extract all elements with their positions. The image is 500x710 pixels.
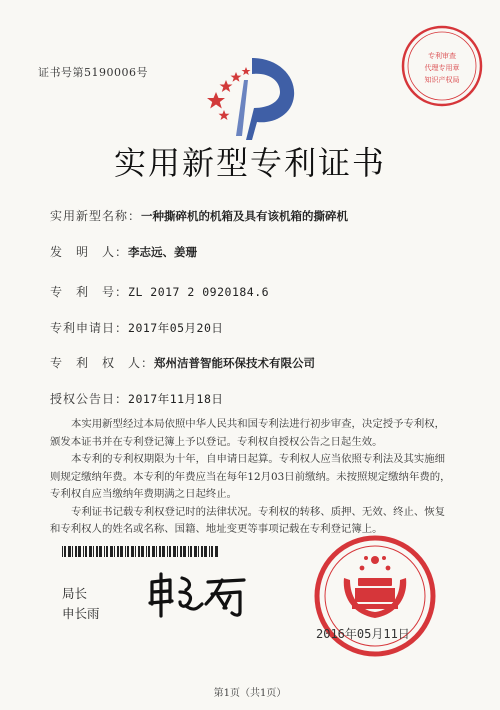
field-utility-name (50, 207, 348, 224)
page-number: 第1页（共1页） (213, 688, 287, 699)
barcode-bar (194, 546, 197, 557)
barcode-bar (159, 546, 161, 557)
barcode-bar (135, 546, 136, 557)
certificate-number: 证书号第5190006号 (38, 66, 148, 79)
barcode-bar (183, 546, 186, 557)
barcode-bar (117, 546, 119, 557)
certificate-title: 实用新型专利证书 (113, 144, 386, 182)
examiner-seal (400, 24, 484, 108)
barcode-bar (64, 546, 66, 557)
barcode-bar (162, 546, 165, 557)
field-value: ZL 2017 2 0920184.6 (128, 285, 270, 299)
barcode-bar (167, 546, 168, 557)
field-value: 郑州洁普智能环保技术有限公司 (154, 356, 316, 370)
body-paragraph-2: 本专利的专利权期限为十年，自申请日起算。专利权人应当依照专利法及其实施细则规定缴纳年费。本专利的年费应当在每年12月03日前缴纳。未按照规定缴纳年费的，专利权自应当缴纳年费期满之日起终止。 (50, 453, 451, 500)
field-label: 专 利 权 人： (50, 356, 155, 370)
barcode-bar (146, 546, 147, 557)
barcode-bar (131, 546, 134, 557)
barcode-bar (114, 546, 115, 557)
barcode-bar (190, 546, 192, 557)
barcode-bar (201, 546, 203, 557)
certificate-body (50, 416, 455, 539)
body-paragraph-3: 专利证书记载专利权登记时的法律状况。专利权的转移、质押、无效、终止、恢复和专利权人的姓名或名称、国籍、地址变更等事项记载在专利登记簿上。 (50, 505, 446, 535)
field-label: 授权公告日： (50, 392, 129, 406)
barcode-bar (215, 546, 218, 557)
barcode-bar (93, 546, 94, 557)
field-label: 发 明 人： (50, 245, 129, 259)
field-label: 专利申请日： (50, 321, 129, 335)
barcode-bar (106, 546, 108, 557)
field-inventor (50, 243, 197, 260)
field-value: 2017年11月18日 (128, 392, 224, 406)
field-value: 2017年05月20日 (128, 321, 224, 335)
body-paragraph-1: 本实用新型经过本局依照中华人民共和国专利法进行初步审查，决定授予专利权，颁发本证书并在专利登记簿上予以登记。专利权自授权公告之日起生效。 (50, 418, 446, 448)
barcode-bar (62, 546, 63, 557)
barcode-bar (204, 546, 207, 557)
director-signature (146, 568, 248, 620)
seal-text-line-1: 专利审查 (428, 52, 456, 60)
barcode (62, 546, 218, 557)
barcode-bar (127, 546, 129, 557)
field-patent-number (50, 283, 269, 300)
barcode-bar (83, 546, 84, 557)
barcode-bar (141, 546, 144, 557)
barcode-bar (72, 546, 73, 557)
barcode-bar (156, 546, 157, 557)
barcode-bar (78, 546, 81, 557)
barcode-bar (180, 546, 182, 557)
barcode-bar (138, 546, 140, 557)
barcode-bar (173, 546, 176, 557)
barcode-bar (89, 546, 92, 557)
barcode-bar (104, 546, 105, 557)
barcode-bar (99, 546, 102, 557)
seal-text-line-2: 代理专用章 (424, 64, 460, 72)
barcode-bar (209, 546, 210, 557)
barcode-bar (211, 546, 213, 557)
barcode-bar (68, 546, 71, 557)
barcode-bar (85, 546, 87, 557)
field-patentee (50, 354, 315, 371)
barcode-bar (152, 546, 155, 557)
seal-date: 2016年05月11日 (316, 627, 410, 641)
seal-text-line-3: 知识产权局 (424, 76, 460, 84)
director-name: 申长雨 (62, 606, 100, 621)
barcode-bar (75, 546, 77, 557)
field-application-date (50, 319, 223, 336)
patent-office-logo (202, 50, 304, 144)
field-label: 专 利 号： (50, 285, 129, 299)
field-value: 一种撕碎机的机箱及具有该机箱的撕碎机 (141, 209, 349, 223)
barcode-bar (148, 546, 150, 557)
barcode-bar (110, 546, 113, 557)
director-title: 局长 (62, 586, 88, 601)
barcode-bar (169, 546, 171, 557)
field-grant-date (50, 390, 223, 407)
barcode-bar (188, 546, 189, 557)
barcode-bar (125, 546, 126, 557)
barcode-bar (120, 546, 123, 557)
barcode-bar (198, 546, 199, 557)
field-value: 李志远、姜珊 (128, 245, 198, 259)
barcode-bar (96, 546, 98, 557)
barcode-bar (177, 546, 178, 557)
field-label: 实用新型名称： (50, 209, 142, 223)
